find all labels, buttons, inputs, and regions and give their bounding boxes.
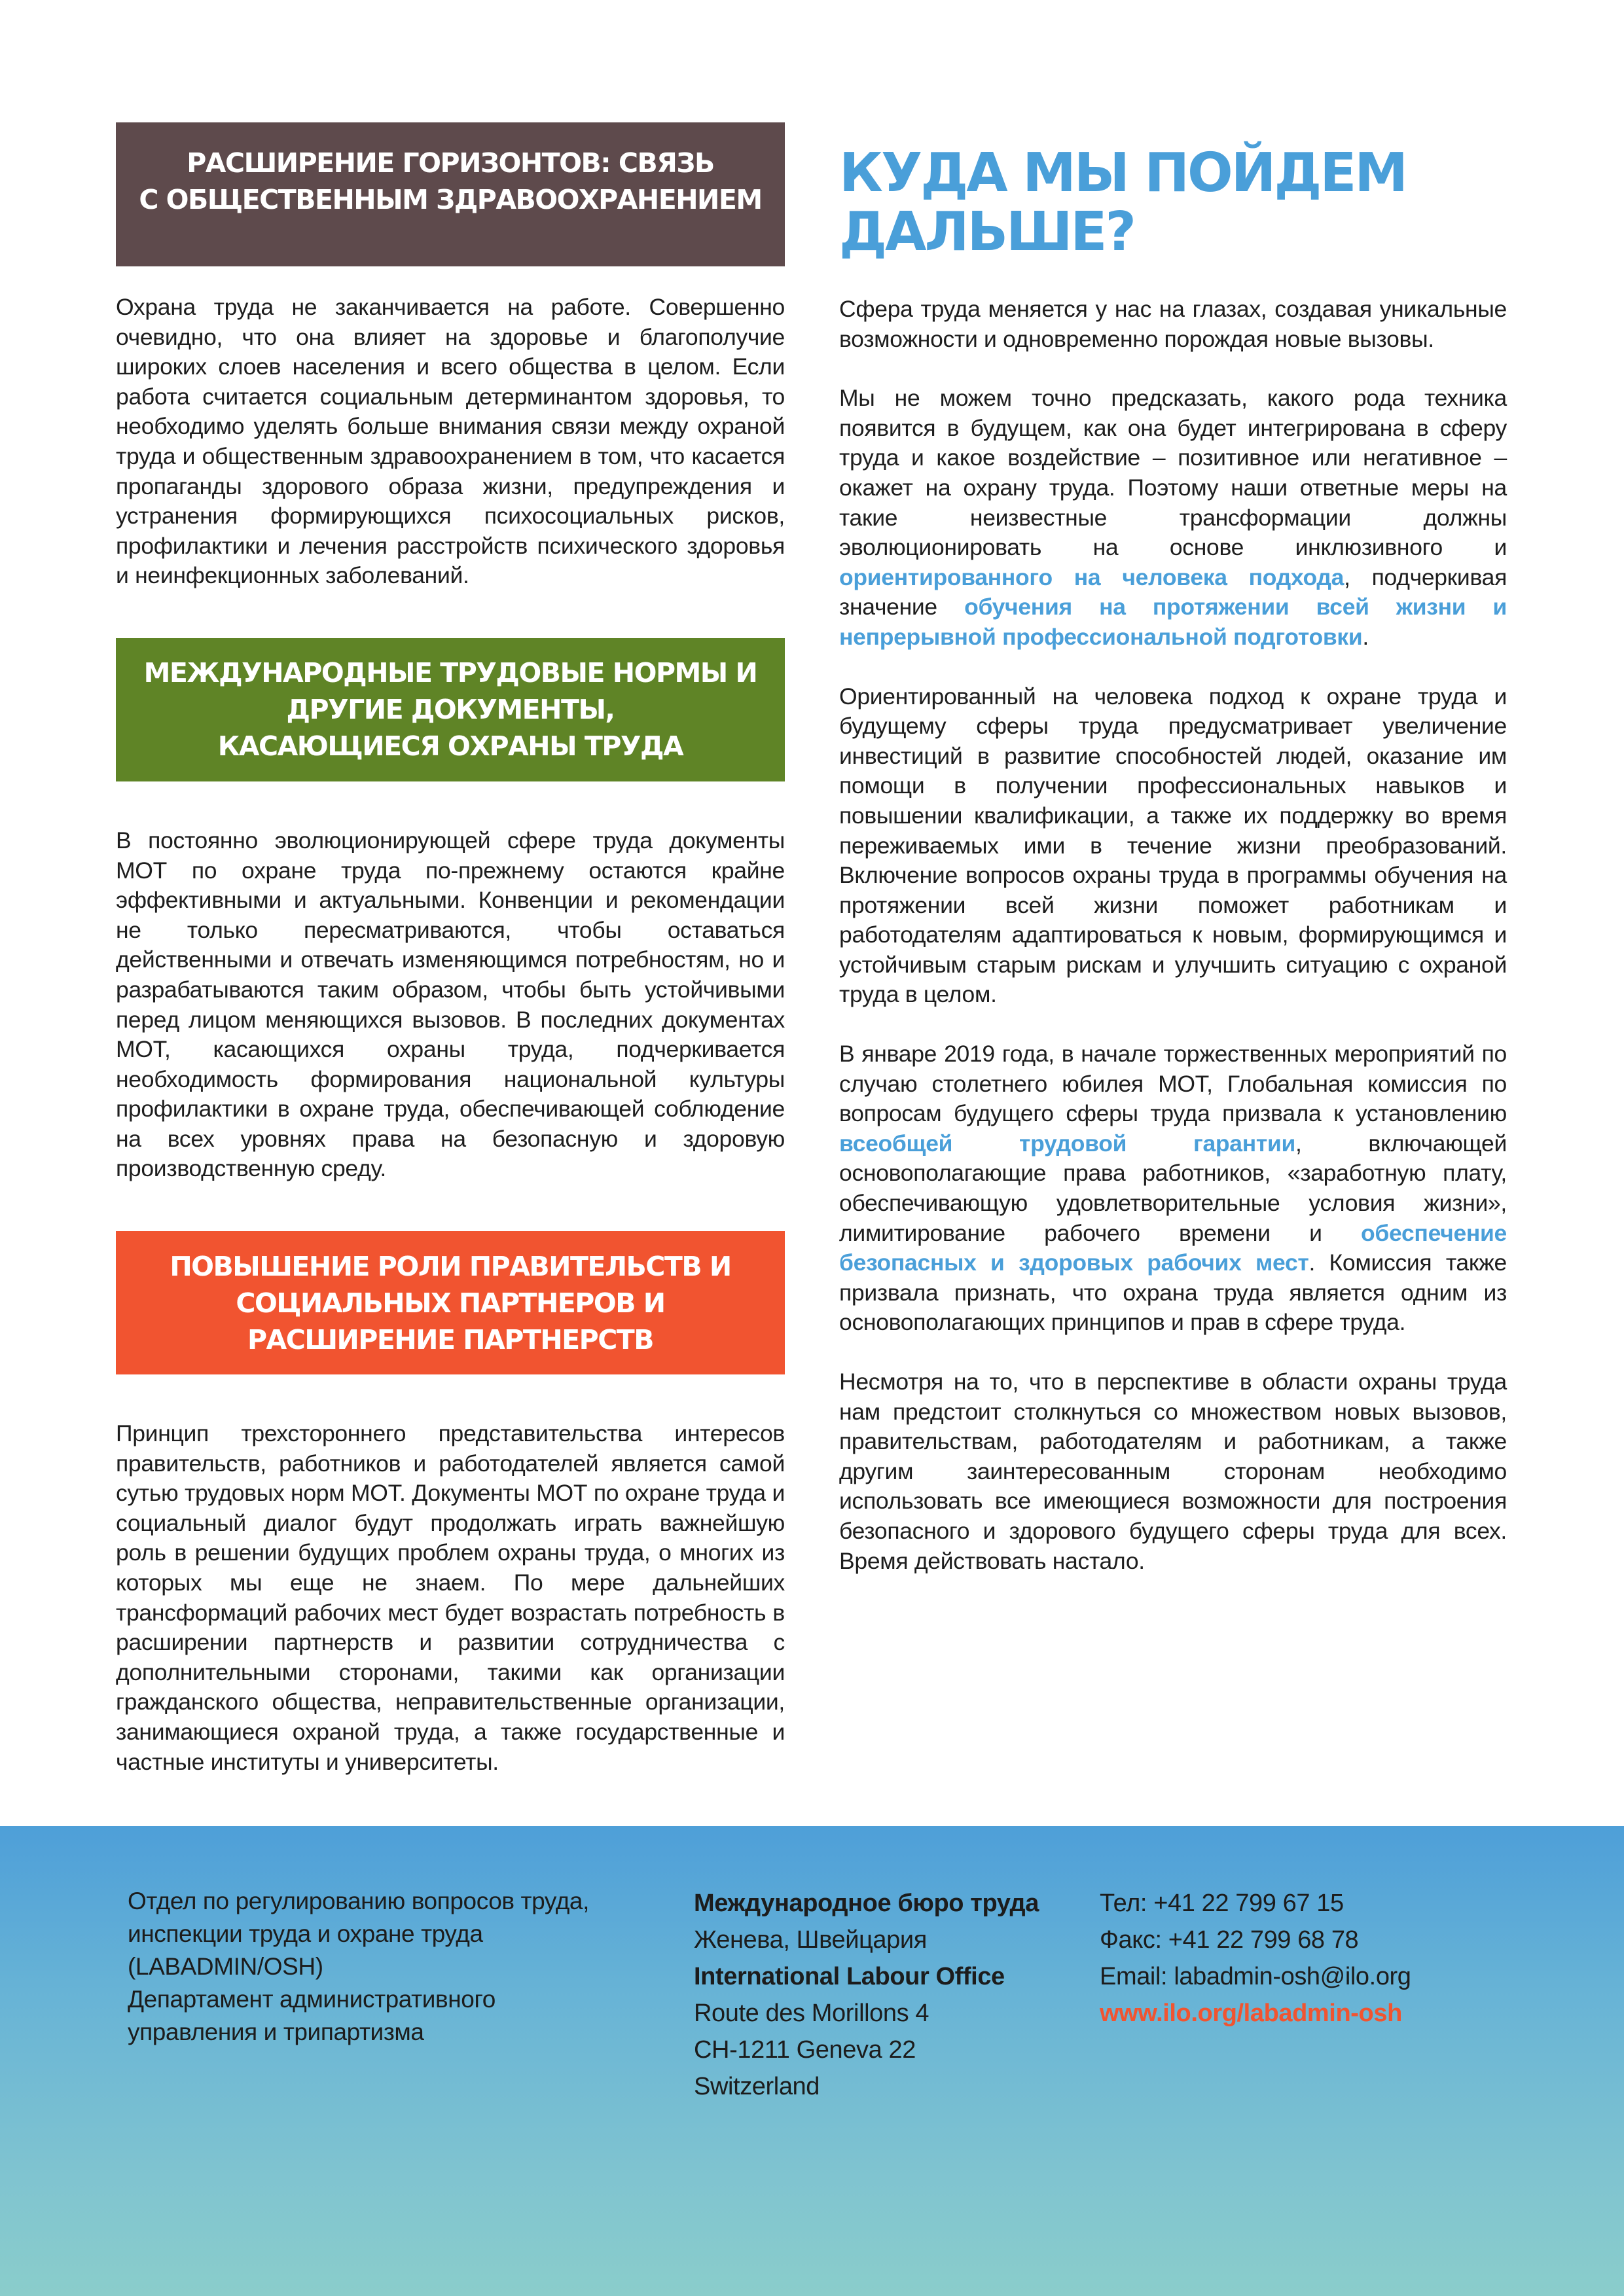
left-column	[116, 122, 785, 1777]
department-line: Департамент административного	[128, 1986, 496, 2013]
highlight-universal-labour-guarantee: всеобщей трудовой гарантии	[839, 1130, 1295, 1157]
footer-address	[694, 1885, 1087, 2105]
department-line: Отдел по регулированию вопросов труда,	[128, 1888, 589, 1914]
text-run: , включающей основополагающие права работников, «заработную плату, обеспечивающую удовлетворительные условия жизни», лимитирование рабочего времени и	[839, 1130, 1507, 1246]
website-link[interactable]: www.ilo.org/labadmin-osh	[1100, 2000, 1402, 2027]
section-title-line: СОЦИАЛЬНЫХ ПАРТНЕРОВ И	[236, 1287, 665, 1319]
section-title-line: ДРУГИЕ ДОКУМЕНТЫ,	[286, 694, 615, 726]
org-name-en: International Labour Office	[694, 1963, 1005, 1990]
right-column	[839, 144, 1507, 1605]
section-body-partnerships: Принцип трехстороннего представительства интересов правительств, работников и работодателей является самой сутью трудовых норм МОТ. Документы МОТ по охране труда и социальный диалог будут продолжать играть важнейшую роль в решении будущих проблем охраны труда, о многих из которых мы еще не знаем. По мере дальнейших трансформаций рабочих мест будет возрастать потребность в расширении партнерств и развитии сотрудничества с дополнительными сторонами, такими как организации гражданского общества, неправительственные организации, занимающиеся охраной труда, а также государственные и частные институты и университеты.	[116, 1420, 785, 1775]
phone: Тел: +41 22 799 67 15	[1100, 1890, 1344, 1917]
text-run: , подчеркивая значение	[839, 564, 1507, 620]
country: Switzerland	[694, 2073, 820, 2100]
section-header-public-health	[116, 122, 785, 266]
highlight-safe-workplaces: обеспечение безопасных и здоровых рабочих мест	[839, 1219, 1507, 1276]
section-title-line: КАСАЮЩИЕСЯ ОХРАНЫ ТРУДА	[217, 730, 683, 762]
footer-department	[128, 1885, 671, 2049]
text-run: Мы не можем точно предсказать, какого рода техника появится в будущем, как она будет интегрирована в сферу труда и какое воздействие – позитивное или негативное – окажет на охрану труда. Поэтому наши ответные меры на такие неизвестные трансформации должны эволюционировать на основе инклюзивного и	[839, 385, 1507, 561]
page-title-line: ДАЛЬШЕ?	[839, 201, 1134, 263]
section-title-line: ПОВЫШЕНИЕ РОЛИ ПРАВИТЕЛЬСТВ И	[170, 1250, 731, 1282]
postcode-city: CH-1211 Geneva 22	[694, 2036, 916, 2064]
org-name-ru: Международное бюро труда	[694, 1890, 1039, 1917]
section-title-line: С ОБЩЕСТВЕННЫМ ЗДРАВООХРАНЕНИЕМ	[139, 184, 762, 215]
footer	[0, 1826, 1624, 2296]
paragraph-conclusion: Несмотря на то, что в перспективе в области охраны труда нам предстоит столкнуться со множеством новых вызовов, правительствам, работодателям и работникам, а также другим заинтересованным сторонам необходимо использовать все имеющиеся возможности для построения безопасного и здорового будущего сферы труда для всех. Время действовать настало.	[839, 1369, 1507, 1574]
paragraph-technology	[839, 384, 1507, 652]
paragraph-human-centred: Ориентированный на человека подход к охране труда и будущему сферы труда предусматривает увеличение инвестиций в развитие способностей людей, оказание им помощи в получении профессиональных навыков и повышении квалификации, а также их поддержку во время переживаемых ими в течение жизни преобразований. Включение вопросов охраны труда в программы обучения на протяжении всей жизни поможет работникам и работодателям адаптироваться к новым, формирующимся и устойчивым старым рискам и улучшить ситуацию с охраной труда в целом.	[839, 683, 1507, 1008]
fax: Факс: +41 22 799 68 78	[1100, 1926, 1359, 1954]
department-line: (LABADMIN/OSH)	[128, 1953, 323, 1980]
paragraph-intro: Сфера труда меняется у нас на глазах, создавая уникальные возможности и одновременно порождая новые вызовы.	[839, 296, 1507, 352]
highlight-human-centred-approach: ориентированного на человека подхода	[839, 564, 1344, 590]
department-line: инспекции труда и охране труда	[128, 1920, 483, 1947]
page-title	[839, 144, 1507, 262]
city-ru: Женева, Швейцария	[694, 1926, 927, 1954]
section-header-labour-standards	[116, 638, 785, 781]
highlight-lifelong-learning: обучения на протяжении всей жизни и непрерывной профессиональной подготовки	[839, 594, 1507, 650]
department-line: управления и трипартизма	[128, 2018, 424, 2045]
section-title-line: МЕЖДУНАРОДНЫЕ ТРУДОВЫЕ НОРМЫ И	[143, 657, 757, 689]
page-title-line: КУДА МЫ ПОЙДЕМ	[839, 142, 1407, 204]
text-run: В январе 2019 года, в начале торжественных мероприятий по случаю столетнего юбилея МОТ, Глобальная комиссия по вопросам будущего сферы труда призвала к установлению	[839, 1041, 1507, 1127]
section-body-labour-standards: В постоянно эволюционирующей сфере труда документы МОТ по охране труда по-прежнему остаются крайне эффективными и актуальными. Конвенции и рекомендации не только пересматриваются, чтобы оставаться действенными и отвечать изменяющимся потребностям, но и разрабатываются таким образом, чтобы быть устойчивыми перед лицом меняющихся вызовов. В последних документах МОТ, касающихся охраны труда, подчеркивается необходимость формирования национальной культуры профилактики в охране труда, обеспечивающей соблюдение на всех уровнях права на безопасную и здоровую производственную среду.	[116, 827, 785, 1182]
text-run: . Комиссия также призвала признать, что охрана труда является одним из основополагающих принципов и прав в сфере труда.	[839, 1249, 1507, 1336]
email-link[interactable]: Email: labadmin-osh@ilo.org	[1100, 1963, 1411, 1990]
section-title-line: РАСШИРЕНИЕ ПАРТНЕРСТВ	[247, 1323, 654, 1355]
street-address: Route des Morillons 4	[694, 2000, 929, 2027]
section-body-public-health: Охрана труда не заканчивается на работе. Совершенно очевидно, что она влияет на здоровье и благополучие широких слоев населения и всего общества в целом. Если работа считается социальным детерминантом здоровья, то необходимо уделять больше внимания связи между охраной труда и общественным здравоохранением в том, что касается пропаганды здорового образа жизни, предупреждения и устранения формирующихся психосоциальных рисков, профилактики и лечения расстройств психического здоровья и неинфекционных заболеваний.	[116, 294, 785, 589]
footer-contacts	[1100, 1885, 1492, 2032]
paragraph-global-commission	[839, 1039, 1507, 1338]
section-header-partnerships	[116, 1231, 785, 1374]
text-run: .	[1362, 623, 1369, 650]
section-title-line: РАСШИРЕНИЕ ГОРИЗОНТОВ: СВЯЗЬ	[187, 147, 714, 179]
